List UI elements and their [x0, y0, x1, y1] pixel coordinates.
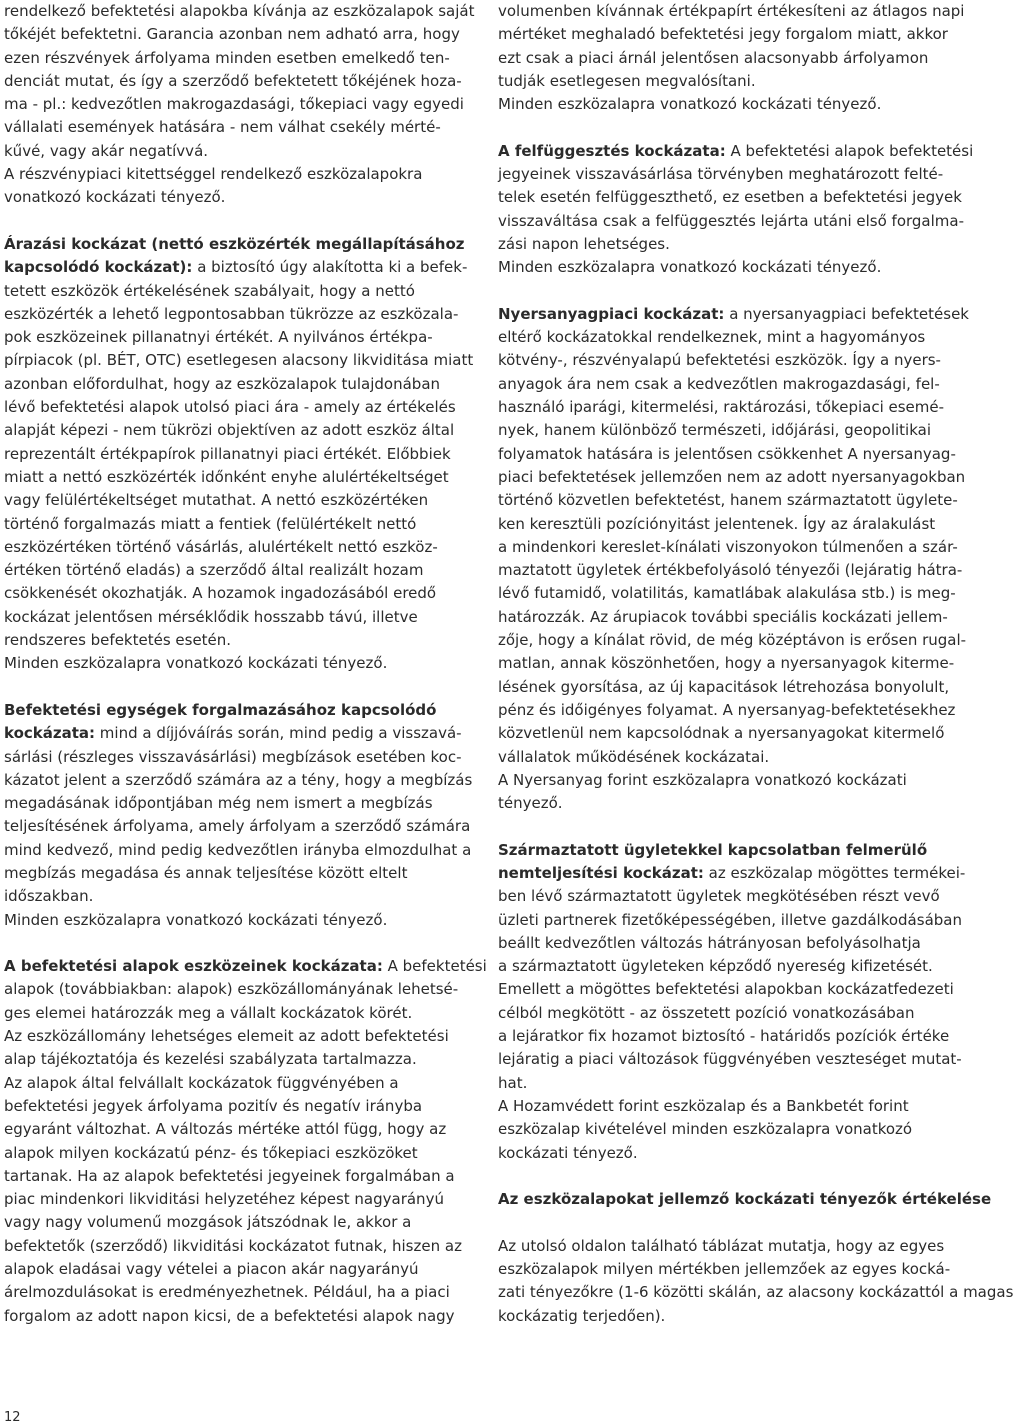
paragraph-gap [4, 210, 466, 233]
text-line [4, 955, 487, 978]
text-line [4, 1072, 466, 1095]
text-line [498, 466, 966, 489]
text-line [498, 1048, 960, 1071]
body-text: vagy felülértékeltséget mutathat. A nettó eszközértéken [4, 491, 429, 510]
text-line [4, 978, 466, 1001]
text-line [4, 93, 466, 116]
body-text: kockázatig terjedően). [498, 1306, 666, 1325]
body-text: a lejáratkor fix hozamot biztosító - határidős pozíciók értéke [498, 1027, 950, 1046]
body-text: ma - pl.: kedvezőtlen makrogazdasági, tőkepiaci vagy egyedi [4, 95, 464, 114]
text-line [4, 1188, 466, 1211]
body-text: befektetők (szerződő) likviditási kockázatot futnak, hiszen az [4, 1236, 462, 1255]
body-text: teljesítésének árfolyama, amely árfolyam a szerződő számára [4, 817, 471, 836]
text-line [4, 373, 466, 396]
body-text: ezen részvények árfolyama minden esetben emelkedő ten- [4, 48, 450, 67]
text-line [498, 792, 960, 815]
text-line [4, 396, 466, 419]
body-text: mind a díjjóváírás során, mind pedig a visszavá- [95, 724, 462, 743]
paragraph-gap [498, 815, 960, 838]
body-text: A részvénypiaci kitettséggel rendelkező eszközalapokra [4, 165, 423, 184]
body-text: tényező. [498, 794, 563, 813]
body-text: közvetlenül nem kapcsolódnak a nyersanyagokat kitermelő [498, 724, 945, 743]
text-line [4, 47, 466, 70]
body-text: zási napon lehetséges. [498, 234, 670, 253]
text-line [4, 582, 466, 605]
text-line [498, 1002, 960, 1025]
text-line [4, 23, 466, 46]
body-text: a nyersanyagpiaci befektetések [724, 304, 969, 323]
text-line [4, 1142, 466, 1165]
text-line [498, 769, 960, 792]
text-line [498, 1305, 960, 1328]
body-text: lejáratig a piaci változások függvényében veszteséget mutat- [498, 1050, 962, 1069]
body-text: tartanak. Ha az alapok befektetési jegyeinek forgalmában a [4, 1166, 455, 1185]
body-text: határozzák. Az árupiacok további speciális kockázati jellem- [498, 607, 948, 626]
body-text: ken keresztüli pozíciónyitást jelentenek. Így az áralakulást [498, 514, 936, 533]
text-line [498, 1235, 960, 1258]
body-text: a származtatott ügyleteken képződő nyereség kifizetését. [498, 957, 933, 976]
text-line [4, 326, 466, 349]
body-text: a biztosító úgy alakította ki a befek- [192, 258, 468, 277]
body-text: A Nyersanyag forint eszközalapra vonatkozó kockázati [498, 770, 907, 789]
body-text: folyamatok hatására is jelentősen csökkenhet A nyersanyag- [498, 444, 956, 463]
text-line [4, 1211, 466, 1234]
text-line [4, 839, 472, 862]
body-text: eszközalap kivételével minden eszközalapra vonatkozó [498, 1120, 913, 1139]
body-text: eszközértéken történő vásárlás, alulértékelt nettó eszköz- [4, 537, 438, 556]
text-line [4, 629, 466, 652]
body-text: alapok milyen kockázatú pénz- és tőkepiaci eszközöket [4, 1143, 418, 1162]
body-text: Minden eszközalapra vonatkozó kockázati tényező. [4, 910, 388, 929]
text-line [4, 70, 466, 93]
body-text: történő közvetlen befektetést, hanem származtatott ügylete- [498, 491, 958, 510]
body-text: árelmozdulásokat is eredményezhetnek. Például, ha a piaci [4, 1283, 450, 1302]
text-line [4, 280, 466, 303]
paragraph-gap [498, 1211, 960, 1234]
body-text: lévő befektetési alapok utolsó piaci ára - amely az értékelés [4, 398, 456, 417]
body-text: alap tájékoztatója és kezelési szabályzata tartalmazza. [4, 1050, 417, 1069]
text-line [4, 1305, 466, 1328]
text-line [4, 885, 466, 908]
text-line [498, 1072, 960, 1095]
text-line [498, 443, 960, 466]
bold-heading-text: Árazási kockázat (nettó eszközérték megállapításához [4, 234, 465, 253]
body-text: mértéket meghaladó befektetési jegy forgalom miatt, akkor [498, 25, 948, 44]
text-line [4, 1235, 466, 1258]
text-line [498, 1281, 1013, 1304]
body-text: kötvény-, részvényalapú befektetési eszközök. Így a nyers- [498, 351, 941, 370]
body-text: maztatott ügyletek értékbefolyásoló tényezői (lejáratig hátra- [498, 561, 963, 580]
text-line [4, 699, 466, 722]
text-line [498, 47, 960, 70]
text-line [4, 1095, 466, 1118]
body-text: az eszközalap mögöttes termékei- [703, 863, 966, 882]
text-line [4, 419, 466, 442]
body-text: Minden eszközalapra vonatkozó kockázati tényező. [498, 95, 882, 114]
body-text: kázatot jelent a szerződő számára az a tény, hogy a megbízás [4, 770, 473, 789]
bold-heading-text: kapcsolódó kockázat): [4, 258, 193, 277]
text-line [498, 1025, 960, 1048]
body-text: hat. [498, 1073, 528, 1092]
bold-heading-text: Származtatott ügyletekkel kapcsolatban felmerülő [498, 840, 928, 859]
text-line [4, 746, 466, 769]
paragraph-gap [498, 1165, 960, 1188]
text-line [4, 163, 466, 186]
body-text: kűvé, vagy akár negatívvá. [4, 141, 209, 160]
text-line [4, 1258, 466, 1281]
body-text: Az eszközállomány lehetséges elemeit az adott befektetési [4, 1027, 449, 1046]
text-line [498, 909, 960, 932]
body-text: azonban előfordulhat, hogy az eszközalapok tulajdonában [4, 374, 441, 393]
body-text: ben lévő származtatott ügyletek megkötésében részt vevő [498, 887, 940, 906]
body-text: beállt kedvezőtlen változás hátrányosan befolyásolhatja [498, 933, 921, 952]
body-text: alapok (továbbiakban: alapok) eszközállományának lehetsé- [4, 980, 459, 999]
body-text: üzleti partnerek fizetőképességében, illetve gazdálkodásában [498, 910, 962, 929]
text-line [498, 559, 963, 582]
text-line [4, 233, 466, 256]
bold-heading-text: A befektetési alapok eszközeinek kockázata: [4, 957, 383, 976]
left-text-column [4, 0, 487, 1328]
paragraph-gap [498, 116, 960, 139]
text-line [498, 233, 960, 256]
text-line [4, 256, 466, 279]
body-text: megadásának időpontjában még nem ismert a megbízás [4, 794, 433, 813]
body-text: jegyeinek visszavásárlása törvényben meghatározott felté- [498, 165, 944, 184]
body-text: pok eszközeinek pillanatnyi értékét. A nyilvános értékpa- [4, 328, 433, 347]
text-line [498, 652, 960, 675]
text-line [4, 140, 466, 163]
text-line [498, 1142, 960, 1165]
body-text: használó iparági, kitermelési, raktározási, tőkepiaci esemé- [498, 398, 945, 417]
text-line [4, 0, 475, 23]
text-line [498, 513, 960, 536]
body-text: vonatkozó kockázati tényező. [4, 188, 226, 207]
text-line [4, 186, 466, 209]
body-text: egyaránt változhat. A változás mértéke attól függ, hogy az [4, 1120, 447, 1139]
body-text: volumenben kívánnak értékpapírt értékesíteni az átlagos napi [498, 2, 965, 20]
text-line [4, 1118, 466, 1141]
text-line [498, 582, 960, 605]
body-text: a mindenkori kereslet-kínálati viszonyokon túlmenően a szár- [498, 537, 958, 556]
text-line [498, 186, 960, 209]
body-text: telek esetén felfüggeszthető, ez esetben a befektetési jegyek [498, 188, 962, 207]
text-line [4, 1165, 466, 1188]
body-text: A befektetési [382, 957, 487, 976]
body-text: tudják esetlegesen megvalósítani. [498, 71, 756, 90]
body-text: lésének gyorsítása, az új kapacitások létrehozása bonyolult, [498, 677, 950, 696]
body-text: ges elemei határozzák meg a vállalt kockázatok körét. [4, 1003, 413, 1022]
body-text: vagy nagy volumenű mozgások játszódnak le, akkor a [4, 1213, 412, 1232]
text-line [4, 489, 466, 512]
body-text: eszközalapok milyen mértékben jellemzőek az egyes kocká- [498, 1260, 951, 1279]
body-text: vállalatok működésének kockázatai. [498, 747, 770, 766]
body-text: piac mindenkori likviditási helyzetéhez képest nagyarányú [4, 1190, 444, 1209]
text-line [4, 815, 471, 838]
bold-heading-text: A felfüggesztés kockázata: [498, 141, 726, 160]
text-line [4, 116, 466, 139]
body-text: rendelkező befektetési alapokba kívánja az eszközalapok saját [4, 2, 475, 20]
body-text: kockázati tényező. [498, 1143, 638, 1162]
text-line [4, 652, 466, 675]
body-text: eszközérték a lehető legpontosabban tükrözze az eszközala- [4, 304, 459, 323]
body-text: lévő futamidő, volatilitás, kamatlábak alakulása stb.) is meg- [498, 584, 956, 603]
body-text: vállalati események hatására - nem válhat csekély mérté- [4, 118, 441, 137]
text-line [4, 606, 466, 629]
bold-heading-text: Az eszközalapokat jellemző kockázati tényezők értékelése [498, 1190, 992, 1209]
body-text: pénz és időigényes folyamat. A nyersanyag-befektetésekhez [498, 700, 956, 719]
body-text: alapok eladásai vagy vételei a piacon akár nagyarányú [4, 1260, 419, 1279]
text-line [4, 862, 466, 885]
text-line [498, 1095, 960, 1118]
text-line [498, 489, 960, 512]
body-text: miatt a nettó eszközérték időnként enyhe alulértékeltséget [4, 467, 449, 486]
text-line [4, 1281, 466, 1304]
text-line [4, 466, 466, 489]
text-line [498, 419, 960, 442]
text-line [498, 676, 960, 699]
text-line [4, 443, 466, 466]
body-text: Minden eszközalapra vonatkozó kockázati tényező. [498, 258, 882, 277]
body-text: zője, hogy a kínálat rövid, de még középtávon is erősen rugal- [498, 631, 967, 650]
text-line [498, 1188, 992, 1211]
text-line [498, 303, 969, 326]
text-line [498, 163, 960, 186]
body-text: Minden eszközalapra vonatkozó kockázati tényező. [4, 654, 388, 673]
text-line [498, 978, 960, 1001]
body-text: eltérő kockázatokkal rendelkeznek, mint a hagyományos [498, 328, 926, 347]
body-text: A befektetési alapok befektetési [725, 141, 974, 160]
text-line [4, 513, 466, 536]
paragraph-gap [498, 280, 960, 303]
body-text: tetett eszközök értékelésének szabályait, hogy a nettó [4, 281, 415, 300]
text-line [4, 792, 466, 815]
body-text: Emellett a mögöttes befektetési alapokban kockázatfedezeti [498, 980, 954, 999]
body-text: befektetési jegyek árfolyama pozitív és negatív irányba [4, 1096, 423, 1115]
text-line [4, 1025, 466, 1048]
text-line [498, 256, 960, 279]
text-line [498, 839, 960, 862]
body-text: Az alapok által felvállalt kockázatok függvényében a [4, 1073, 399, 1092]
text-line [498, 746, 960, 769]
text-line [498, 885, 960, 908]
text-line [498, 326, 960, 349]
body-text: kockázat jelentősen mérséklődik hosszabb távú, illetve [4, 607, 418, 626]
text-line [498, 536, 960, 559]
body-text: célból megkötött - az összetett pozíció vonatkozásában [498, 1003, 915, 1022]
text-line [4, 722, 466, 745]
text-line [4, 769, 473, 792]
text-line [498, 699, 960, 722]
text-line [4, 1002, 466, 1025]
text-line [498, 1258, 960, 1281]
body-text: sárlási (részleges visszavásárlási) megbízások esetében koc- [4, 747, 462, 766]
body-text: tőkéjét befektetni. Garancia azonban nem adható arra, hogy [4, 25, 460, 44]
body-text: denciát mutat, és így a szerződő befektetett tőkéjének hoza- [4, 71, 462, 90]
body-text: reprezentált értékpapírok pillanatnyi piaci értékét. Előbbiek [4, 444, 451, 463]
body-text: értéken történő eladás) a szerződő által realizált hozam [4, 561, 424, 580]
bold-heading-text: Befektetési egységek forgalmazásához kapcsolódó [4, 700, 437, 719]
bold-heading-text: kockázata: [4, 724, 96, 743]
body-text: A Hozamvédett forint eszközalap és a Bankbetét forint [498, 1096, 909, 1115]
body-text: Az utolsó oldalon található táblázat mutatja, hogy az egyes [498, 1236, 945, 1255]
body-text: ezt csak a piaci árnál jelentősen alacsonyabb árfolyamon [498, 48, 929, 67]
text-line [4, 536, 466, 559]
text-line [4, 559, 466, 582]
text-line [498, 93, 960, 116]
body-text: alapját képezi - nem tükrözi objektíven az adott eszköz által [4, 421, 455, 440]
body-text: pírpiacok (pl. BÉT, OTC) esetlegesen alacsony likviditása miatt [4, 351, 474, 370]
text-line [4, 1048, 466, 1071]
body-text: matlan, annak köszönhetően, hogy a nyersanyagok kiterme- [498, 654, 955, 673]
text-line [4, 303, 466, 326]
text-line [498, 70, 960, 93]
bold-heading-text: nemteljesítési kockázat: [498, 863, 704, 882]
bold-heading-text: Nyersanyagpiaci kockázat: [498, 304, 725, 323]
text-line [498, 373, 960, 396]
text-line [498, 862, 966, 885]
body-text: anyagok ára nem csak a kedvezőtlen makrogazdasági, fel- [498, 374, 940, 393]
body-text: nyek, hanem különböző természeti, időjárási, geopolitikai [498, 421, 932, 440]
body-text: történő forgalmazás miatt a fentiek (felülértékelt nettó [4, 514, 417, 533]
page-number: 12 [4, 1410, 21, 1425]
text-line [498, 23, 960, 46]
text-line [498, 629, 967, 652]
body-text: csökkenését okozhatják. A hozamok ingadozásából eredő [4, 584, 437, 603]
text-line [498, 210, 965, 233]
text-line [498, 722, 960, 745]
text-line [498, 606, 960, 629]
body-text: időszakban. [4, 887, 94, 906]
text-line [4, 909, 466, 932]
paragraph-gap [4, 932, 466, 955]
body-text: zati tényezőkre (1-6 közötti skálán, az alacsony kockázattól a magas [498, 1283, 1013, 1302]
text-line [498, 932, 960, 955]
body-text: rendszeres befektetés esetén. [4, 631, 232, 650]
text-line [498, 349, 960, 372]
right-text-column [498, 0, 1013, 1328]
text-line [498, 140, 974, 163]
body-text: forgalom az adott napon kicsi, de a befektetési alapok nagy [4, 1306, 455, 1325]
body-text: megbízás megadása és annak teljesítése között eltelt [4, 863, 408, 882]
text-line [4, 349, 474, 372]
body-text: mind kedvező, mind pedig kedvezőtlen irányba elmozdulhat a [4, 840, 472, 859]
text-line [498, 396, 960, 419]
paragraph-gap [4, 676, 466, 699]
body-text: visszaváltása csak a felfüggesztés lejárta utáni első forgalma- [498, 211, 965, 230]
body-text: piaci befektetések jellemzően nem az adott nyersanyagokban [498, 467, 966, 486]
text-line [498, 955, 960, 978]
text-line [498, 0, 965, 23]
text-line [498, 1118, 960, 1141]
